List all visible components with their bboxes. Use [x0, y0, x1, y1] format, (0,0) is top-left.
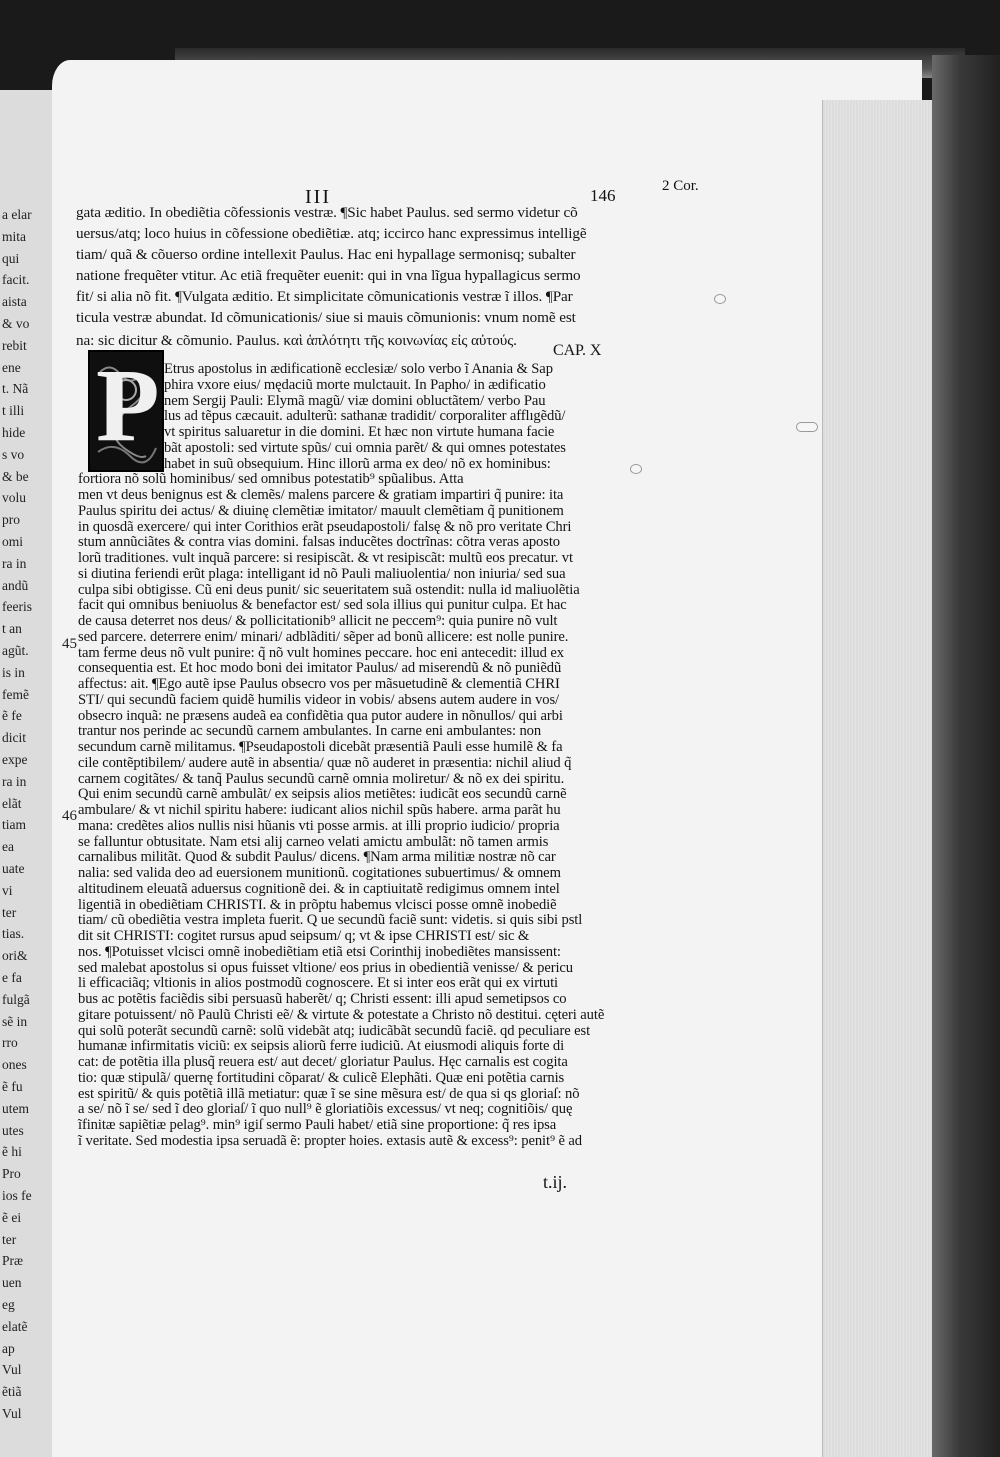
left-page-fragment: Vul — [2, 1406, 22, 1421]
chapter-line: altitudinem eleuatã aduersus cognitionẽ dei. & in captiuitatẽ redigimus omnem intel — [78, 880, 560, 897]
left-page-fragment: Pro — [2, 1166, 21, 1182]
left-page-fragment: ter — [2, 1231, 17, 1247]
left-page-fragment: tias. — [2, 926, 25, 942]
chapter-line: cile contẽptibilem/ audere autẽ in absentia/ quæ nõ auderet in præsentia: nichil aliud q̃ — [78, 754, 572, 771]
left-page-fragment: ter — [2, 904, 17, 920]
left-page-fragment: hide — [2, 425, 26, 440]
left-page-fragment: s vo — [2, 446, 25, 462]
left-page-fragment: & vo — [2, 316, 30, 331]
left-page-fragment: ẽ hi — [2, 1144, 22, 1160]
left-page-fragment: ẽtiã — [2, 1384, 22, 1400]
chapter-line: vt spiritus saluaretur in die domini. Et hæc non virtute humana facie — [164, 424, 555, 440]
margin-numeral: 45 — [62, 636, 77, 652]
left-page-fragment: ẽ fu — [2, 1079, 23, 1094]
signature-mark: t.ij. — [543, 1172, 568, 1192]
running-head: III — [305, 186, 331, 208]
chapter-line: ambulare/ & vt nichil spiritu habere: iudicant alios nichil spũs habere. arma parãt hu — [78, 802, 561, 818]
left-page-fragment: ene — [2, 359, 21, 375]
left-page-fragment: vi — [2, 882, 13, 898]
chapter-line: carnem cogitãtes/ & tanq̃ Paulus secundũ carnẽ omnia moliretur/ & nõ ex dei spiritu. — [78, 770, 565, 787]
chapter-line: li efficaciãq; vltionis in alios postmodũ cognoscere. Et si inter eos erãt qui ex virtuti — [78, 975, 559, 992]
left-page-fragment: sẽ in — [2, 1013, 28, 1029]
chapter-line: Etrus apostolus in ædificationẽ ecclesiæ/ solo verbo ĩ Anania & Sap — [164, 361, 553, 377]
chapter-line: Paulus spiritu dei actus/ & diuinę clemẽtiæ imitator/ mauult clemẽtiam q̃ punitionem — [78, 502, 564, 519]
left-page-fragment: Præ — [2, 1253, 24, 1269]
left-page-fragment: femẽ — [2, 686, 29, 702]
intro-line: tiam/ quã & cõuerso ordine intellexit Paulus. Hac eni hypallage sermonisq; subalter — [76, 246, 576, 263]
left-page-fragment: utem — [2, 1100, 29, 1116]
chapter-line: est spiritũ/ & quis potẽtiã illã metiatur: quæ ĩ se sine mẽsura est/ de qua si qs gloriaſ: nõ — [78, 1085, 580, 1102]
left-page-fragment: ẽ ei — [2, 1209, 22, 1225]
chapter-line: lorũ traditiones. vult inquã parcere: si resipiscãt. & vt resipiscãt: multũ eos precatur. vt — [78, 550, 573, 566]
left-page-fragment: ones — [2, 1057, 27, 1073]
left-page-fragment: tiam — [2, 817, 26, 833]
intro-line: ticula vestræ abundat. Id cõmunicationis/ siue si mauis cõmunionis: vnum nomẽ est — [76, 309, 576, 326]
left-page-fragment: rro — [2, 1035, 18, 1051]
left-page-fragment: ra in — [2, 773, 27, 789]
book-cover-edge — [932, 55, 1000, 1457]
left-page-fragment: aista — [2, 294, 27, 310]
chapter-line: in quosdã exercere/ qui inter Corithios erãt pseudapostoli/ falsę & nõ pro veritate Chri — [78, 518, 572, 535]
chapter-line: gitare potuissent/ nõ Paulũ Christi eẽ/ & virtute & potestate a Christo nõ destitui. cęteri autẽ — [78, 1006, 605, 1023]
chapter-line: lus ad tẽpus cæcauit. adulterũ: sathanæ tradidit/ corporaliter afflıgẽdũ/ — [164, 408, 566, 425]
left-page-fragment: uen — [2, 1275, 22, 1291]
binding-hole — [630, 464, 642, 474]
left-page-fragment: & be — [2, 468, 29, 484]
chapter-line: stum annũciãtes & contra vias domini. falsas inducẽtes doctrĩnas: cõtra veras aposto — [78, 534, 560, 551]
chapter-line: culpa sibi obtigisse. Cũ eni deus punit/ sic seueritatem suã ostendit: nulla id maliuolẽtia — [78, 581, 580, 598]
left-page-fragment: uate — [2, 861, 25, 876]
left-page-fragment: t an — [2, 621, 22, 637]
left-page-fragment: Vul — [2, 1362, 22, 1378]
chapter-line: trantur nos perinde ac secundũ carnem ambulantes. In carne eni ambulantes: non — [78, 723, 542, 740]
chapter-line: dit sit CHRISTI: cogitet rursus apud seipsum/ q; vt & ipse CHRISTI est/ sic & — [78, 928, 530, 944]
chapter-line: consequentia est. Et hoc modo boni dei imitator Paulus/ ad miserendũ & nõ puniẽdũ — [78, 660, 562, 677]
chapter-line: phira vxore eius/ mędaciũ morte mulctauit. In Papho/ in ædificatio — [164, 376, 546, 393]
left-page-fragment: pro — [2, 512, 20, 528]
intro-line: natione frequẽter vtitur. Ac etiã frequẽter euenit: qui in vna lĩgua hypallagicus sermo — [76, 267, 581, 284]
book-reference: 2 Cor. — [662, 178, 699, 194]
left-page-fragment: ori& — [2, 948, 28, 964]
chapter-line: carnalibus militãt. Quod & subdit Paulus/ dicens. ¶Nam arma militiæ nostræ nõ car — [78, 849, 556, 866]
chapter-line: nos. ¶Potuisset vlcisci omnẽ inobediẽtiam etiã etsi Corinthij inobediẽtes mansissent: — [78, 943, 561, 960]
chapter-line: bus ac potẽtis faciẽdis sibi persuasũ haberẽt/ q; Christi essent: illi apud semetipsos co — [78, 991, 567, 1007]
left-page-fragment: elatẽ — [2, 1318, 28, 1334]
chapter-line: men vt deus benignus est & clemẽs/ malens parcere & gratiam impartiri q̃ punire: ita — [78, 487, 564, 503]
chapter-line: mana: credẽtes alios nullis nisi hũanis vti posse armis. at illi proprio iudicio/ propria — [78, 817, 560, 834]
chapter-line: nem Sergij Pauli: Elymã magũ/ viæ domini obluctãtem/ verbo Pau — [164, 392, 546, 409]
chapter-line: nalia: sed valida deo ad euersionem munitionũ. cogitationes subuertimus/ & omnem — [78, 865, 561, 881]
chapter-line: tiam/ cũ obediẽtia vestra impleta fuerit. Q ue secundũ faciẽ sunt: videtis. si quis sibi pstl — [78, 912, 583, 929]
chapter-line: Qui enim secundũ carnẽ ambulãt/ ex seipsis alios metiẽtes: iudicãt eos secundũ carnẽ — [78, 786, 567, 803]
chapter-heading: CAP. X — [553, 342, 602, 359]
left-page-fragment: mita — [2, 228, 26, 244]
left-page — [0, 90, 60, 1457]
chapter-line: a se/ nõ ĩ se/ sed ĩ deo gloriaſ/ ĩ quo null⁹ ẽ gloriatiõis excessus/ vt neq; cognitiõis/ quę — [78, 1101, 573, 1118]
left-page-fragment: ios fe — [2, 1188, 32, 1203]
chapter-line: se falluntur obtusitate. Nam etsi alij carneo velati amictu ambulãt: nõ tamen armis — [78, 833, 549, 850]
left-page-fragment: e fa — [2, 970, 22, 985]
chapter-line: ĩ veritate. Sed modestia ipsa seruadã ẽ: propter hoies. extasis autẽ & excess⁹: penit⁹ ẽ ad — [78, 1132, 582, 1149]
chapter-line: ĩfinitæ sapiẽtiæ pelag⁹. min⁹ igiſ sermo Pauli habet/ etiã sine proportione: q̃ res ipsa — [78, 1117, 557, 1133]
chapter-line: affectus: ait. ¶Ego autẽ ipse Paulus obsecro vos per mãsuetudinẽ & clementiã CHRI — [78, 676, 560, 692]
chapter-line: ligentiã in obediẽtiam CHRISTI. & in prõptu habemus vlcisci posse omnẽ inobediẽ — [78, 896, 557, 913]
chapter-line: fortiora nõ solũ hominibus/ sed omnibus potestatib⁹ spũalibus. Atta — [78, 471, 464, 488]
chapter-line: qui solũ poterãt secundũ carnẽ: solũ videbãt atq; iudicãbãt secundũ faciẽ. qd peculiare est — [78, 1022, 591, 1039]
left-page-fragment: omi — [2, 534, 24, 549]
left-page-fragment: ra in — [2, 555, 27, 571]
left-page-fragment: ẽ fe — [2, 708, 22, 724]
chapter-line: obsecro inquã: ne præsens audeã ea confidẽtia qua putor audere in nõnullos/ qui arbi — [78, 707, 563, 724]
left-page-fragment: utes — [2, 1122, 24, 1138]
left-page-fragment: fulgã — [2, 991, 30, 1007]
left-page-fragment: qui — [2, 250, 20, 266]
drop-initial — [88, 350, 164, 472]
chapter-line: sed malebat apostolus si opus fuisset vltione/ eos prius in obedientiã venisse/ & pericu — [78, 959, 574, 976]
chapter-line: STI/ qui secundũ faciem quidẽ humilis videor in vobis/ absens autem audere in vos/ — [78, 691, 559, 708]
left-page-fragment: rebit — [2, 337, 27, 353]
left-page-fragment: ap — [2, 1340, 15, 1356]
left-page-fragment: a elar — [2, 207, 32, 222]
chapter-line: tam ferme deus nõ vult punire: q̃ nõ vult homines peccare. hoc eni antecedit: illud ex — [78, 644, 564, 661]
intro-line: gata æditio. In obediẽtia cõfessionis vestræ. ¶Sic habet Paulus. sed sermo videtur cõ — [76, 204, 578, 221]
left-page-fragment: ea — [2, 839, 14, 855]
left-page-fragment: expe — [2, 752, 28, 767]
intro-line: uersus/atq; loco huius in cõfessione obediẽtiæ. atq; iccirco hanc expressimus intelligẽ — [76, 225, 587, 242]
folio-number: 146 — [590, 186, 616, 205]
left-page-fragment: dicit — [2, 730, 26, 746]
left-page-fragment: agũt. — [2, 643, 29, 658]
left-page-fragment: volu — [2, 490, 27, 506]
chapter-line: si diutina feriendi erũt plaga: intelligant id nõ Pauli maliuolentia/ non iniuria/ sed sua — [78, 565, 566, 582]
chapter-line: bãt apostoli: sed virtute spũs/ cui omnia parẽt/ & qui omnes potestates — [164, 439, 566, 456]
left-page-fragment: t. Nã — [2, 381, 29, 397]
binding-hole — [796, 422, 818, 432]
chapter-line: secundum carnẽ militamus. ¶Pseudapostoli dicebãt præsentiã Pauli esse humilẽ & fa — [78, 739, 563, 755]
left-page-fragment: elãt — [2, 795, 22, 811]
chapter-line: tio: quæ stipulã/ quernę fortitudini cõparat/ & culicẽ Elephãti. Quæ eni potẽtia carnis — [78, 1069, 565, 1086]
drop-initial-letter: P — [96, 348, 160, 463]
chapter-line: humanæ infirmitatis viciũ: ex seipsis aliorũ ferre iudiciũ. At eiusmodi aliquis forte di — [78, 1038, 565, 1055]
margin-numeral: 46 — [62, 808, 77, 824]
chapter-line: facit qui omnibus beniuolus & benefactor est/ sed sola illius qui punitur culpa. Et hac — [78, 597, 567, 614]
chapter-line: sed parcere. deterrere enim/ minari/ adblãditi/ sẽper ad bonũ allicere: est nolle punire. — [78, 628, 569, 645]
chapter-line: de causa deterret nos deus/ & pollicitationib⁹ allicit ne peccem⁹: quia punire nõ vult — [78, 613, 558, 629]
chapter-line: cat: de potẽtia illa plusq̃ reuera est/ aut decet/ gloriatur Paulus. Hęc carnalis est cogita — [78, 1054, 568, 1070]
chapter-line: habet in suũ obsequium. Hinc illorũ arma ex deo/ nõ ex hominibus: — [164, 455, 551, 472]
left-page-fragment: t illi — [2, 403, 25, 419]
left-page-fragment: is in — [2, 664, 25, 680]
left-page-fragment: andũ — [2, 577, 29, 593]
intro-line: fit/ si alia nõ fit. ¶Vulgata æditio. Et simplicitate cõmunicationis vestræ ĩ illos. ¶Par — [76, 288, 573, 305]
binding-hole — [714, 294, 726, 304]
page-fore-edges — [822, 100, 933, 1457]
left-page-fragment: feeris — [2, 599, 32, 615]
left-page-fragment: eg — [2, 1297, 15, 1312]
intro-line: na: sic dicitur & cõmunio. Paulus. καὶ ἁπλότητι τῆς κοινωνίας εἰς αὐτούς. — [76, 332, 517, 349]
left-page-fragment: facit. — [2, 272, 30, 288]
